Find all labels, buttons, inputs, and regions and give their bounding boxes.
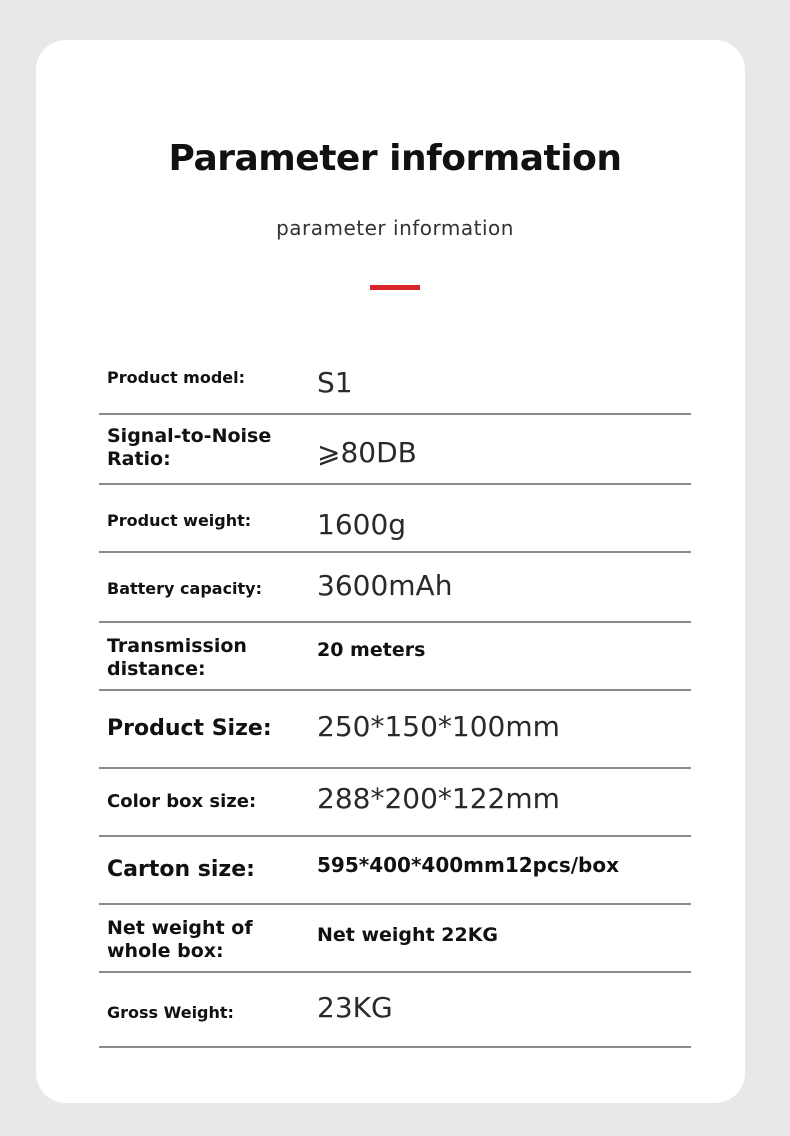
param-value: 23KG (317, 991, 393, 1024)
param-value: 1600g (317, 508, 407, 541)
param-value: ⩾80DB (317, 436, 417, 469)
param-value: 20 meters (317, 639, 426, 661)
param-row-product-model (99, 350, 691, 415)
accent-divider (370, 285, 420, 290)
param-label: Net weight of whole box: (107, 917, 253, 962)
param-value: S1 (317, 366, 353, 399)
param-label: Transmission distance: (107, 635, 247, 680)
param-row-snr (99, 415, 691, 485)
page-subtitle: parameter information (276, 216, 514, 240)
param-label: Color box size: (107, 791, 257, 812)
param-row-product-weight (99, 485, 691, 553)
param-row-color-box-size (99, 769, 691, 837)
param-label: Battery capacity: (107, 579, 263, 598)
param-label: Product weight: (107, 511, 252, 530)
param-label: Carton size: (107, 857, 255, 882)
param-row-transmission-distance (99, 623, 691, 691)
page-title: Parameter information (168, 138, 622, 179)
param-label: Product Size: (107, 716, 272, 741)
param-row-product-size (99, 691, 691, 769)
param-row-gross-weight (99, 973, 691, 1048)
param-row-net-weight (99, 905, 691, 973)
param-label: Product model: (107, 368, 246, 387)
param-value: 3600mAh (317, 569, 453, 602)
param-label: Gross Weight: (107, 1003, 234, 1022)
param-label: Signal-to-Noise Ratio: (107, 425, 272, 470)
param-row-battery-capacity (99, 553, 691, 623)
param-value: Net weight 22KG (317, 924, 499, 946)
param-row-carton-size (99, 837, 691, 905)
param-value: 250*150*100mm (317, 710, 560, 743)
param-value: 595*400*400mm12pcs/box (317, 853, 620, 877)
param-value: 288*200*122mm (317, 782, 560, 815)
